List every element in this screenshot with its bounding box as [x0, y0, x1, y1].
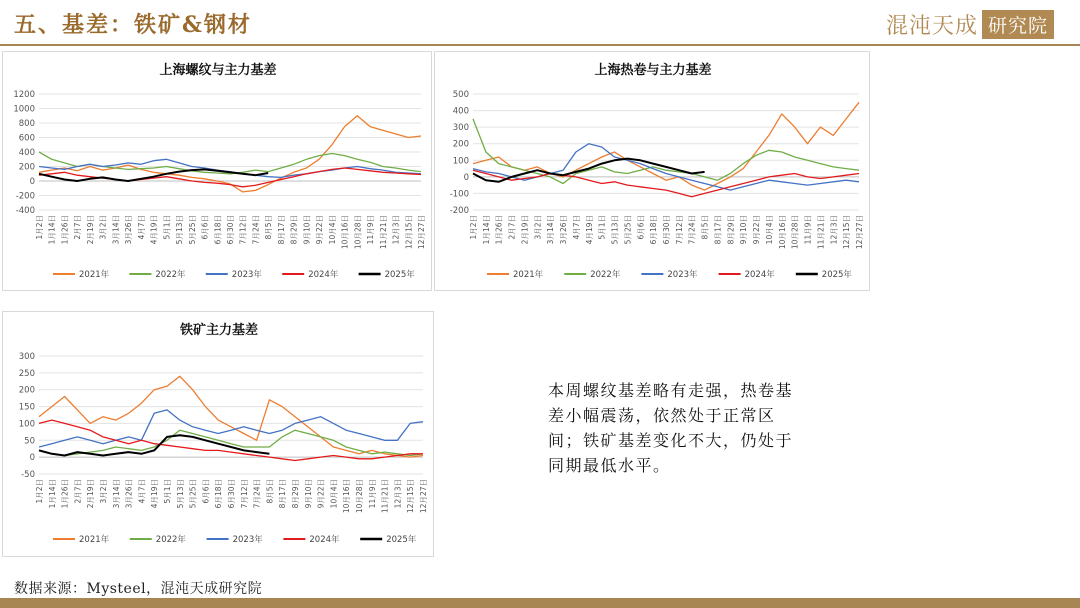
y-tick-label: 0: [463, 172, 469, 183]
legend-label: 2025年: [384, 270, 415, 280]
x-tick-label: 9月10日: [303, 479, 313, 509]
brand-name: 混沌天成: [885, 13, 978, 39]
x-tick-label: 12月3日: [391, 215, 401, 245]
legend-label: 2021年: [79, 270, 110, 280]
chart-title: 上海热卷与主力基差: [594, 63, 712, 78]
x-tick-label: 4月19日: [584, 215, 594, 245]
hrc-basis-svg: [435, 52, 871, 292]
y-tick-label: 800: [18, 119, 35, 129]
y-tick-label: -400: [15, 206, 35, 216]
x-tick-label: 11月21日: [380, 479, 390, 514]
x-tick-label: 11月21日: [816, 215, 826, 250]
x-tick-label: 7月12日: [238, 215, 248, 245]
brand-box: 研究院: [982, 10, 1054, 39]
x-tick-label: 11月21日: [378, 215, 388, 250]
legend-label: 2022年: [590, 270, 621, 280]
x-tick-label: 6月6日: [636, 215, 646, 240]
x-tick-label: 8月29日: [726, 215, 736, 245]
x-tick-label: 11月9日: [367, 479, 377, 509]
x-tick-label: 4月19日: [150, 479, 160, 509]
summary-text: 本周螺纹基差略有走强，热卷基差小幅震荡，依然处于正常区间；铁矿基差变化不大，仍处于同期最低水平。: [548, 381, 794, 475]
legend-label: 2024年: [309, 535, 340, 545]
series-line: [39, 376, 423, 457]
source-text: 数据来源：Mysteel，混沌天成研究院: [14, 581, 263, 597]
hrc-basis-chart: [434, 51, 870, 291]
x-tick-label: 8月17日: [713, 215, 723, 245]
x-tick-label: 1月26日: [494, 215, 504, 245]
y-tick-label: 100: [452, 156, 469, 167]
x-tick-label: 10月4日: [327, 215, 337, 245]
x-tick-label: 6月18日: [213, 215, 223, 245]
series-line: [473, 170, 859, 197]
x-tick-label: 3月26日: [124, 215, 134, 245]
x-tick-label: 8月5日: [265, 479, 275, 504]
x-tick-label: 3月2日: [533, 215, 543, 240]
x-tick-label: 12月15日: [406, 479, 416, 514]
x-tick-label: 1月26日: [60, 479, 70, 509]
x-tick-label: 3月14日: [111, 479, 121, 509]
x-tick-label: 3月14日: [111, 215, 121, 245]
x-tick-label: 10月28日: [353, 215, 363, 250]
y-tick-label: 200: [452, 139, 469, 150]
y-tick-label: 0: [29, 177, 35, 187]
y-tick-label: 400: [18, 148, 35, 158]
x-tick-label: 11月9日: [803, 215, 813, 245]
x-tick-label: 8月29日: [289, 215, 299, 245]
x-tick-label: 1月14日: [47, 215, 57, 245]
x-tick-label: 7月24日: [251, 215, 261, 245]
x-tick-label: 6月30日: [226, 215, 235, 245]
y-tick-label: 50: [24, 436, 35, 447]
series-line: [39, 169, 268, 181]
x-tick-label: 8月5日: [264, 215, 274, 240]
x-tick-label: 6月6日: [200, 215, 210, 240]
y-tick-label: -200: [15, 191, 35, 202]
x-tick-label: 2月19日: [86, 479, 96, 509]
x-tick-label: 4月7日: [137, 479, 147, 504]
x-tick-label: 6月30日: [662, 215, 671, 245]
x-tick-label: 5月13日: [175, 479, 185, 509]
y-tick-label: 600: [18, 133, 35, 144]
x-tick-label: 2月7日: [73, 479, 83, 504]
y-tick-label: 300: [18, 352, 35, 362]
page-title: 五、基差：铁矿&钢材: [14, 12, 252, 38]
y-tick-label: 100: [18, 419, 35, 430]
x-tick-label: 10月4日: [329, 479, 339, 509]
rebar-basis-chart: [2, 51, 432, 291]
x-tick-label: 9月22日: [316, 479, 326, 509]
y-tick-label: 400: [452, 106, 469, 117]
x-tick-label: 10月16日: [777, 215, 787, 250]
y-tick-label: 1200: [13, 90, 35, 100]
x-tick-label: 5月25日: [187, 215, 197, 245]
legend-label: 2023年: [232, 535, 263, 545]
x-tick-label: 10月28日: [355, 479, 364, 514]
x-tick-label: 4月7日: [571, 215, 581, 240]
x-tick-label: 7月12日: [239, 479, 249, 509]
y-tick-label: 0: [29, 453, 35, 464]
y-tick-label: -200: [449, 206, 469, 216]
legend-label: 2023年: [667, 270, 698, 280]
y-tick-label: 1000: [13, 104, 35, 115]
series-line: [39, 410, 423, 447]
x-tick-label: 1月14日: [481, 215, 491, 245]
chart-title: 上海螺纹与主力基差: [159, 63, 277, 78]
x-tick-label: 6月18日: [214, 479, 224, 509]
x-tick-label: 5月1日: [162, 215, 172, 240]
header-rule: [0, 44, 1080, 46]
x-tick-label: 1月2日: [35, 215, 44, 240]
x-tick-label: 3月2日: [98, 215, 108, 240]
x-tick-label: 10月28日: [790, 215, 800, 250]
x-tick-label: 1月2日: [469, 215, 478, 240]
x-tick-label: 5月25日: [623, 215, 633, 245]
legend-label: 2022年: [155, 535, 186, 545]
y-tick-label: -50: [21, 470, 35, 480]
x-tick-label: 5月1日: [163, 479, 172, 504]
legend-label: 2025年: [821, 270, 852, 280]
y-tick-label: 300: [452, 123, 469, 134]
x-tick-label: 12月3日: [829, 215, 839, 245]
x-tick-label: 12月27日: [419, 479, 428, 514]
x-tick-label: 2月7日: [507, 215, 517, 240]
x-tick-label: 12月27日: [417, 215, 426, 250]
x-tick-label: 6月30日: [227, 479, 236, 509]
x-tick-label: 9月10日: [302, 215, 312, 245]
x-tick-label: 5月25日: [188, 479, 198, 509]
x-tick-label: 8月5日: [700, 215, 710, 240]
x-tick-label: 10月16日: [342, 479, 352, 514]
legend-label: 2024年: [308, 270, 339, 280]
x-tick-label: 3月2日: [99, 479, 108, 504]
x-tick-label: 5月13日: [610, 215, 620, 245]
x-tick-label: 6月18日: [649, 215, 659, 245]
x-tick-label: 12月27日: [855, 215, 864, 250]
legend-label: 2021年: [79, 535, 110, 545]
x-tick-label: 4月7日: [136, 215, 146, 240]
x-tick-label: 8月17日: [278, 479, 288, 509]
x-tick-label: 1月2日: [35, 479, 44, 504]
bottom-bar: [0, 598, 1080, 608]
x-tick-label: 3月26日: [124, 479, 134, 509]
x-tick-label: 3月14日: [546, 215, 556, 245]
x-tick-label: 7月24日: [252, 479, 262, 509]
y-tick-label: 200: [18, 162, 35, 173]
legend-label: 2025年: [386, 535, 417, 545]
x-tick-label: 5月13日: [175, 215, 185, 245]
x-tick-label: 7月24日: [687, 215, 697, 245]
series-line: [39, 116, 421, 192]
x-tick-label: 12月15日: [842, 215, 852, 250]
x-tick-label: 1月26日: [60, 215, 70, 245]
x-tick-label: 8月29日: [291, 479, 300, 509]
x-tick-label: 5月1日: [597, 215, 607, 240]
x-tick-label: 1月14日: [47, 479, 57, 509]
x-tick-label: 2月7日: [73, 215, 83, 240]
x-tick-label: 12月3日: [393, 479, 403, 509]
x-tick-label: 10月4日: [764, 215, 774, 245]
x-tick-label: 3月26日: [559, 215, 569, 245]
brand-logo: [886, 9, 1054, 39]
x-tick-label: 11月9日: [366, 215, 376, 245]
legend-label: 2022年: [155, 270, 186, 280]
x-tick-label: 6月6日: [201, 479, 211, 504]
x-tick-label: 2月19日: [85, 215, 95, 245]
chart-title: 铁矿主力基差: [179, 323, 259, 338]
x-tick-label: 9月22日: [752, 215, 762, 245]
legend-label: 2021年: [513, 270, 544, 280]
y-tick-label: 150: [18, 402, 35, 413]
y-tick-label: 200: [18, 385, 35, 396]
x-tick-label: 10月16日: [340, 215, 350, 250]
legend-label: 2024年: [744, 270, 775, 280]
y-tick-label: -100: [449, 189, 469, 200]
x-tick-label: 7月12日: [674, 215, 684, 245]
x-tick-label: 2月19日: [520, 215, 530, 245]
iron-ore-basis-svg: [3, 312, 435, 558]
y-tick-label: 250: [18, 368, 35, 379]
x-tick-label: 8月17日: [276, 215, 286, 245]
legend-label: 2023年: [231, 270, 262, 280]
iron-ore-basis-chart: [2, 311, 434, 557]
x-tick-label: 12月15日: [404, 215, 414, 250]
x-tick-label: 9月10日: [739, 215, 749, 245]
y-tick-label: 500: [452, 90, 469, 100]
x-tick-label: 4月19日: [149, 215, 159, 245]
x-tick-label: 9月22日: [315, 215, 325, 245]
rebar-basis-svg: [3, 52, 433, 292]
